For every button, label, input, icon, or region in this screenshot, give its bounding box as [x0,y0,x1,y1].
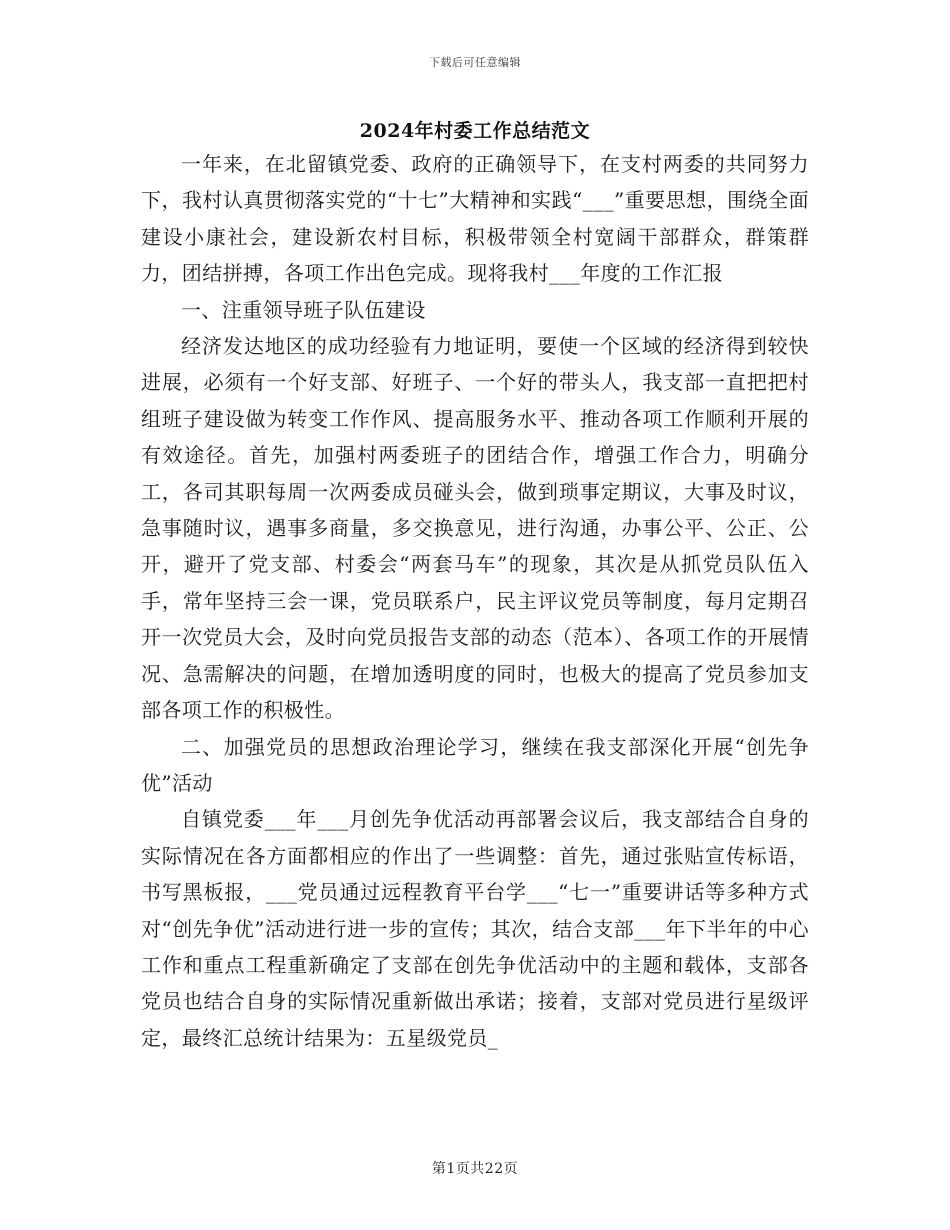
document-title: 2024年村委工作总结范文 [359,120,591,142]
paragraph-section-2: 自镇党委___年___月创先争优活动再部署会议后，我支部结合自身的实际情况在各方面都相应的作出了一些调整：首先，通过张贴宣传标语，书写黑板报，___党员通过远程教育平台学___“七一”重要讲话等多种方式对“创先争优”活动进行进一步的宣传；其次，结合支部___年下半年的中心工作和重点工程重新确定了支部在创先争优活动中的主题和载体，支部各党员也结合自身的实际情况重新做出承诺；接着，支部对党员进行星级评定，最终汇总统计结果为：五星级党员_ [141,807,809,1050]
paragraph-intro: 一年来，在北留镇党委、政府的正确领导下，在支村两委的共同努力下，我村认真贯彻落实党的“十七”大精神和实践“___”重要思想，围绕全面建设小康社会，建设新农村目标，积极带领全村宽阔干部群众，群策群力，团结拼搏，各项工作出色完成。现将我村___年度的工作汇报 [141,152,809,286]
page-header: 下载后可任意编辑 [429,56,521,69]
paragraph-section-1: 经济发达地区的成功经验有力地证明，要使一个区域的经济得到较快进展，必须有一个好支部、好班子、一个好的带头人，我支部一直把把村组班子建设做为转变工作作风、提高服务水平、推动各项工作顺利开展的有效途径。首先，加强村两委班子的团结合作，增强工作合力，明确分工，各司其职每周一次两委成员碰头会，做到琐事定期议，大事及时议，急事随时议，遇事多商量，多交换意见，进行沟通，办事公平、公正、公开，避开了党支部、村委会“两套马车”的现象，其次是从抓党员队伍入手，常年坚持三会一课，党员联系户，民主评议党员等制度，每月定期召开一次党员大会，及时向党员报告支部的动态（范本）、各项工作的开展情况、急需解决的问题，在增加透明度的同时，也极大的提高了党员参加支部各项工作的积极性。 [141,334,809,723]
section-heading-2: 二、加强党员的思想政治理论学习，继续在我支部深化开展“创先争优”活动 [141,734,809,795]
document-body [141,146,809,1056]
page-number: 第1页共22页 [431,1161,519,1177]
section-heading-1: 一、注重领导班子队伍建设 [181,297,426,322]
